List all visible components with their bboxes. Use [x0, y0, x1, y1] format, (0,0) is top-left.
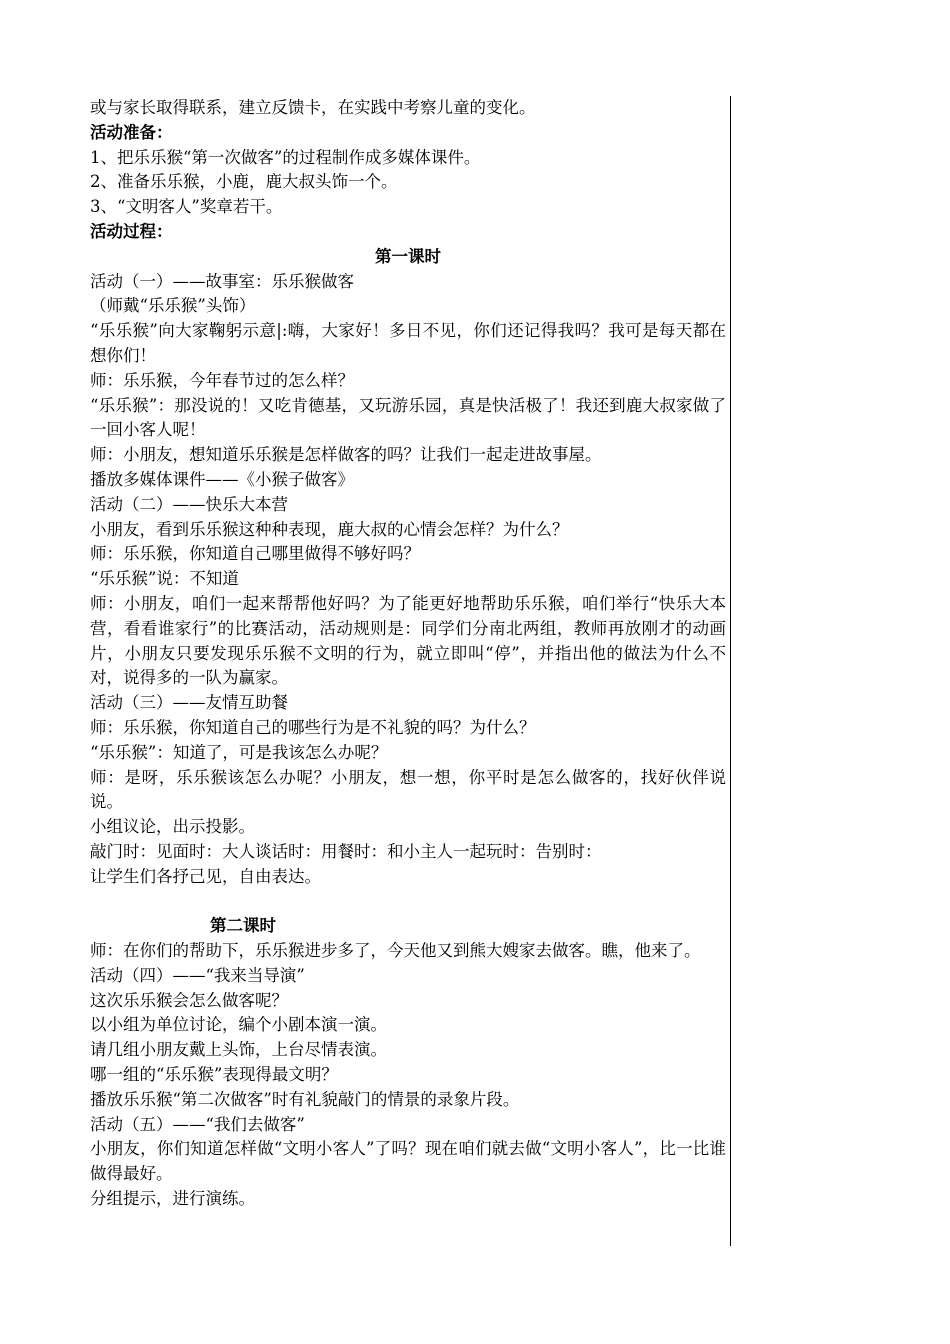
activity-4-performance: 请几组小朋友戴上头饰，上台尽情表演。 [90, 1040, 387, 1060]
activity-1-play-courseware: 播放多媒体课件——《小猴子做客》 [90, 469, 354, 489]
activity-3-situations: 敲门时：见面时：大人谈话时：用餐时：和小主人一起玩时：告别时： [90, 841, 602, 861]
activity-2-answer: “乐乐猴”说：不知道 [90, 569, 239, 589]
heading-activity-process: 活动过程： [90, 221, 173, 241]
activity-1-note: （师戴“乐乐猴”头饰） [90, 296, 256, 316]
activity-4-video: 播放乐乐猴“第二次做客”时有礼貌敲门的情景的录象片段。 [90, 1089, 520, 1109]
heading-lesson-1: 第一课时 [375, 246, 441, 266]
activity-5-practice: 分组提示，进行演练。 [90, 1189, 255, 1209]
activity-2-teacher-question: 师：乐乐猴，你知道自己哪里做得不够好吗？ [90, 544, 420, 564]
activity-1-greeting: “乐乐猴”向大家鞠躬示意|:嗨，大家好！多日不见，你们还记得我吗？我可是每天都在想你们！ [90, 321, 726, 365]
activity-5-title: 活动（五）——“我们去做客” [90, 1114, 305, 1134]
activity-4-title: 活动（四）——“我来当导演” [90, 965, 305, 985]
activity-3-discussion: 师：是呀，乐乐猴该怎么办呢？小朋友，想一想，你平时是怎么做客的，找好伙伴说说。 [90, 767, 726, 812]
heading-activity-preparation: 活动准备： [90, 122, 173, 142]
activity-3-expression: 让学生们各抒己见，自由表达。 [90, 866, 321, 886]
activity-4-evaluation: 哪一组的“乐乐猴”表现得最文明？ [90, 1065, 338, 1085]
heading-lesson-2: 第二课时 [210, 916, 276, 936]
activity-1-story-intro: 师：小朋友，想知道乐乐猴是怎样做客的吗？让我们一起走进故事屋。 [90, 445, 602, 465]
preparation-item-3: 3、“文明客人”奖章若干。 [90, 197, 283, 217]
activity-1-question: 师：乐乐猴，今年春节过的怎么样？ [90, 370, 354, 390]
activity-5-question: 小朋友，你们知道怎样做“文明小客人”了吗？现在咱们就去做“文明小客人”，比一比谁做得最好。 [90, 1139, 726, 1184]
paragraph-intro: 或与家长取得联系，建立反馈卡，在实践中考察儿童的变化。 [90, 98, 536, 117]
activity-1-answer: “乐乐猴”：那没说的！又吃肯德基，又玩游乐园，真是快活极了！我还到鹿大叔家做了一回小客人呢！ [90, 395, 726, 440]
table-border-right [730, 96, 731, 1246]
activity-4-group-work: 以小组为单位讨论，编个小剧本演一演。 [90, 1015, 387, 1035]
activity-3-answer: “乐乐猴”：知道了，可是我该怎么办呢？ [90, 742, 388, 762]
blank-line [90, 890, 726, 915]
activity-3-title: 活动（三）——友情互助餐 [90, 693, 288, 713]
activity-4-question: 这次乐乐猴会怎么做客呢？ [90, 990, 288, 1010]
activity-1-title: 活动（一）——故事室：乐乐猴做客 [90, 271, 354, 291]
preparation-item-1: 1、把乐乐猴“第一次做客”的过程制作成多媒体课件。 [90, 147, 481, 167]
activity-2-title: 活动（二）——快乐大本营 [90, 494, 288, 514]
activity-3-projection: 小组议论，出示投影。 [90, 817, 255, 837]
document-body [90, 96, 726, 1212]
preparation-item-2: 2、准备乐乐猴，小鹿，鹿大叔头饰一个。 [90, 172, 398, 192]
activity-2-question: 小朋友，看到乐乐猴这种种表现，鹿大叔的心情会怎样？为什么？ [90, 519, 569, 539]
lesson-2-intro: 师：在你们的帮助下，乐乐猴进步多了，今天他又到熊大嫂家去做客。瞧，他来了。 [90, 941, 701, 961]
activity-3-question: 师：乐乐猴，你知道自己的哪些行为是不礼貌的吗？为什么？ [90, 717, 536, 737]
activity-2-rules: 师：小朋友，咱们一起来帮帮他好吗？为了能更好地帮助乐乐猴，咱们举行“快乐大本营，看看谁家行”的比赛活动，活动规则是：同学们分南北两组，教师再放刚才的动画片，小朋友只要发现乐乐猴不文明的行为，就立即叫“停”，并指出他的做法为什么不对，说得多的一队为赢家。 [90, 593, 726, 688]
